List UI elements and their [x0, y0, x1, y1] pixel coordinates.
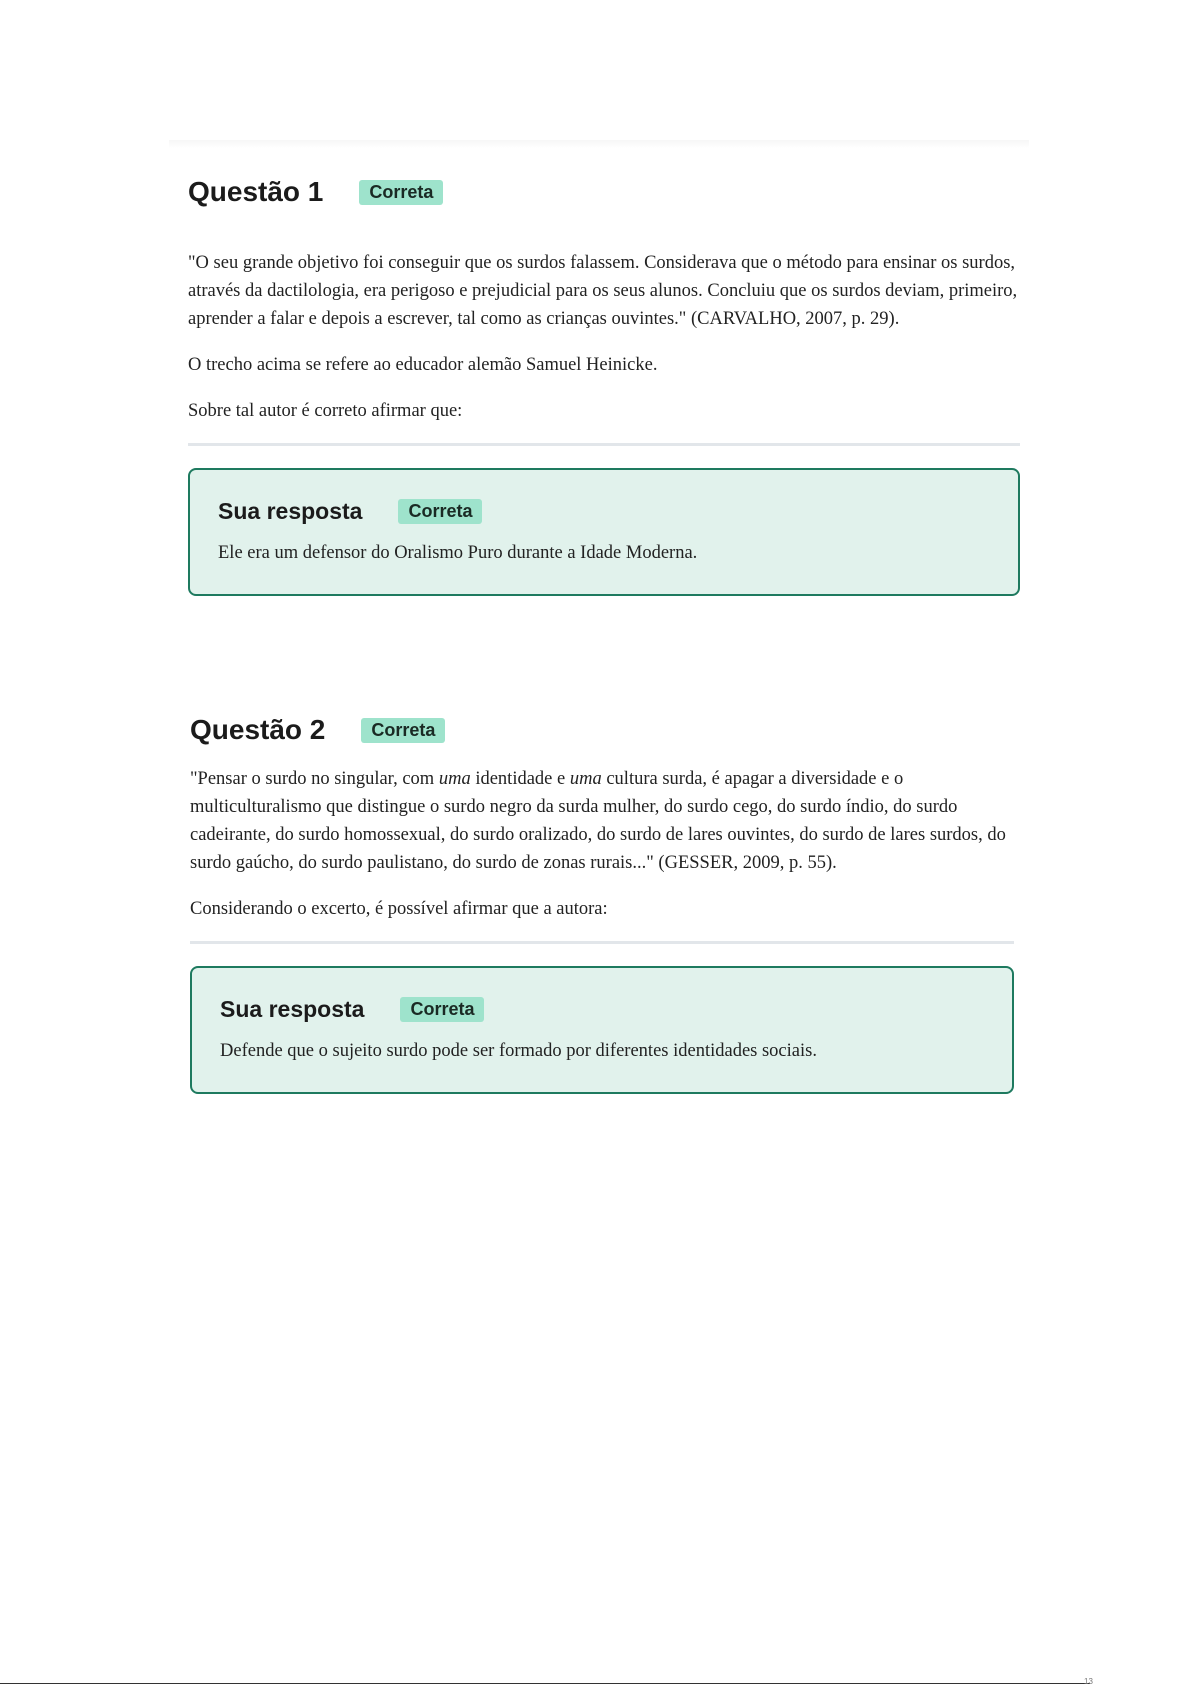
question-2-quote-part-a: "Pensar o surdo no singular, com	[190, 769, 439, 789]
question-1-answer-text: Ele era um defensor do Oralismo Puro durante a Idade Moderna.	[218, 543, 698, 563]
question-2-status-badge: Correta	[361, 718, 445, 743]
question-2-divider	[190, 941, 1014, 944]
question-2-header	[190, 714, 1014, 754]
question-1-answer-header	[218, 498, 990, 525]
question-2-answer-badge: Correta	[400, 997, 484, 1022]
page-top-shadow	[169, 140, 1029, 148]
page-footer-line	[0, 1683, 1090, 1684]
question-1-header	[188, 176, 1020, 216]
question-2-title: Questão 2	[190, 714, 326, 745]
question-2-answer-header	[220, 996, 984, 1023]
question-1-statement	[188, 249, 1020, 425]
question-2-quote-emphasis-1: uma	[438, 769, 471, 789]
question-2-quote-part-b: identidade e	[470, 769, 570, 789]
question-1-status-badge: Correta	[359, 180, 443, 205]
question-2-answer-text: Defende que o sujeito surdo pode ser formado por diferentes identidades sociais.	[220, 1041, 817, 1061]
question-1-answer-box	[188, 468, 1020, 596]
page-number: 13	[1084, 1677, 1093, 1686]
question-2-quote-emphasis-2: uma	[569, 769, 602, 789]
question-1	[188, 176, 1020, 596]
question-2-quote-part-c: cultura surda, é apagar a diversidade e o multiculturalismo que distingue o surdo negro da surda mulher, do surdo cego, do surdo índio, do surdo cadeirante, do surdo homossexual, do surdo oralizado, do surdo de lares ouvintes, do surdo de lares surdos, do surdo gaúcho, do surdo paulistano, do surdo de zonas rurais..." (GESSER, 2009, p. 55).	[190, 769, 1006, 873]
question-1-answer-title: Sua resposta	[218, 498, 363, 524]
question-2-prompt: Considerando o excerto, é possível afirmar que a autora:	[190, 899, 608, 919]
question-1-quote: "O seu grande objetivo foi conseguir que os surdos falassem. Considerava que o método para ensinar os surdos, através da dactilologia, era perigoso e prejudicial para os seus alunos. Concluiu que os surdos deviam, primeiro, aprender a falar e depois a escrever, tal como as crianças ouvintes." (CARVALHO, 2007, p. 29).	[188, 253, 1018, 329]
question-2-answer-title: Sua resposta	[220, 996, 365, 1022]
question-2-answer-box	[190, 966, 1014, 1094]
question-1-answer-badge: Correta	[398, 499, 482, 524]
question-1-divider	[188, 443, 1020, 446]
question-2	[190, 714, 1014, 1094]
question-1-prompt: Sobre tal autor é correto afirmar que:	[188, 401, 463, 421]
question-1-context: O trecho acima se refere ao educador alemão Samuel Heinicke.	[188, 355, 658, 375]
question-2-statement	[190, 765, 1014, 923]
question-1-title: Questão 1	[188, 176, 324, 207]
question-2-quote	[190, 765, 1014, 877]
